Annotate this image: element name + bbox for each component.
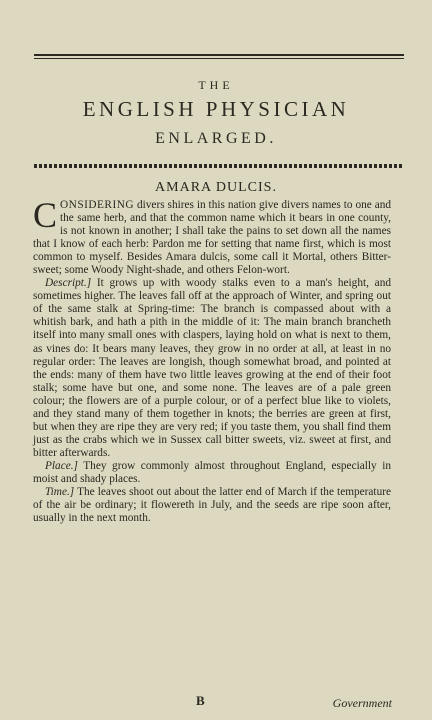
drop-cap: C [33, 195, 58, 235]
header-the: THE [198, 78, 234, 92]
paragraph-place [33, 460, 391, 486]
top-rule [34, 54, 404, 56]
time-label: Time.] [45, 486, 75, 499]
paragraph-intro [33, 195, 391, 277]
header-subtitle: ENLARGED. [155, 130, 277, 147]
lead-word: ONSIDERING [60, 199, 135, 211]
signature-mark: B [196, 693, 205, 708]
description-label: Descript.] [45, 277, 92, 290]
place-label: Place.] [45, 459, 78, 472]
description-text: It grows up with woody stalks even to a man's height, and sometimes higher. The leaves fall off at the approach of Winter, and spring out of the same stalk at Spring-time: The branch is compassed about with a whitish bark, and hath a pith in the middle of it: The main branch brancheth itself into many small ones with claspers, laying hold on what is next to them, as vines do: It bears many leaves, they grow in no order at all, at least in no regular order: The leaves are longish, though somewhat broad, and pointed at the ends: many of them have two little leaves growing at the end of their foot stalk; some have but one, and some none. The leaves are of a pale green colour; the flowers are of a purple colour, or of a perfect blue like to violets, and they stand many of them together in knots; the berries are green at first, but when they are ripe they are very red; if you taste them, you shall find them just as the crabs which we in Sussex call bitter sweets, viz. sweet at first, and bitter afterwards. [33, 277, 391, 459]
paragraph-description [33, 277, 391, 460]
top-rule-thin [34, 58, 404, 59]
place-text: They grow commonly almost throughout England, especially in moist and shady places. [33, 459, 391, 485]
intro-text: divers shires in this nation give divers names to one and the same herb, and that the common name which it bears in one county, is not known in another; I shall take the pains to set down all the names that I know of each herb: Pardon me for setting that name first, which is most common to myself. Besides Amara dulcis, some call it Mortal, others Bitter-sweet; some Woody Night-shade, and others Felon-wort. [33, 199, 391, 277]
header-title: ENGLISH PHYSICIAN [82, 97, 350, 121]
body-text [33, 195, 391, 525]
time-text: The leaves shoot out about the latter end of March if the temperature of the air be ordinary; it flowereth in July, and the seeds are ripe soon after, usually in the next month. [33, 486, 391, 525]
paragraph-time [33, 486, 391, 525]
catchword: Government [332, 696, 392, 710]
ornamental-rule [34, 164, 404, 168]
section-title: AMARA DULCIS. [155, 180, 277, 195]
